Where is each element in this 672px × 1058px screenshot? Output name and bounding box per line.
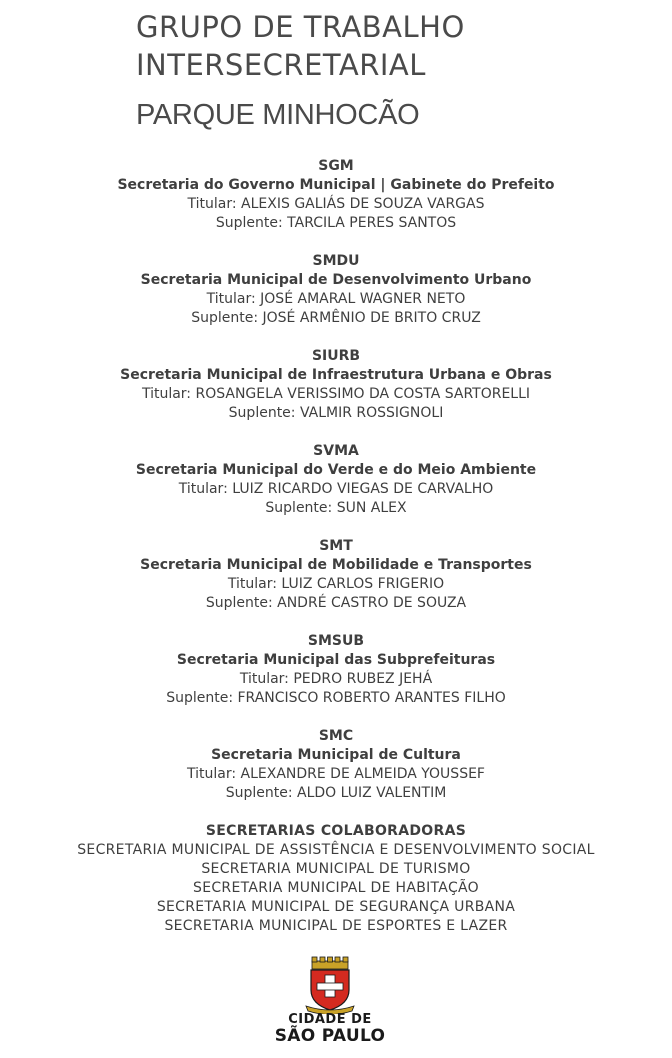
- secretaria-block-smc: [0, 727, 672, 822]
- suplente: Suplente: ALDO LUIZ VALENTIM: [225, 785, 447, 801]
- secretaria-nome: Secretaria Municipal de Cultura: [211, 747, 461, 763]
- secretaria-block-smdu: [0, 252, 672, 347]
- colaboradora-item: SECRETARIA MUNICIPAL DE TURISMO: [201, 861, 471, 877]
- title-line-2: INTERSECRETARIAL: [136, 48, 426, 82]
- secretaria-sigla: SIURB: [311, 348, 361, 364]
- secretaria-block-svma: [0, 442, 672, 537]
- logo-line-2: SÃO PAULO: [274, 1026, 386, 1046]
- titular: Titular: ALEXANDRE DE ALMEIDA YOUSSEF: [187, 766, 485, 782]
- secretaria-block-smt: [0, 537, 672, 632]
- titular: Titular: LUIZ CARLOS FRIGERIO: [227, 576, 445, 592]
- secretaria-block-siurb: [0, 347, 672, 442]
- logo-text: [270, 1012, 390, 1046]
- secretaria-nome: Secretaria Municipal de Infraestrutura Urbana e Obras: [120, 367, 552, 383]
- colaboradora-item: SECRETARIA MUNICIPAL DE ASSISTÊNCIA E DESENVOLVIMENTO SOCIAL: [77, 842, 595, 858]
- colaboradora-item: SECRETARIA MUNICIPAL DE SEGURANÇA URBANA: [156, 899, 516, 915]
- secretaria-block-sgm: [0, 157, 672, 252]
- titular: Titular: LUIZ RICARDO VIEGAS DE CARVALHO: [178, 481, 494, 497]
- title-line-1: GRUPO DE TRABALHO: [136, 10, 465, 44]
- subtitle: PARQUE MINHOCÃO: [136, 99, 420, 131]
- secretaria-nome: Secretaria do Governo Municipal | Gabinete do Prefeito: [117, 177, 555, 193]
- titular: Titular: ALEXIS GALIÁS DE SOUZA VARGAS: [187, 196, 485, 212]
- secretaria-block-smsub: [0, 632, 672, 727]
- secretaria-nome: Secretaria Municipal de Desenvolvimento Urbano: [140, 272, 532, 288]
- secretaria-nome: Secretaria Municipal das Subprefeituras: [176, 652, 496, 668]
- suplente: Suplente: ANDRÉ CASTRO DE SOUZA: [205, 595, 467, 611]
- suplente: Suplente: FRANCISCO ROBERTO ARANTES FILHO: [166, 690, 506, 706]
- document-header: [136, 8, 465, 132]
- secretaria-sigla: SGM: [318, 158, 354, 174]
- prefeitura-logo: [270, 956, 390, 1052]
- coat-of-arms-icon: [270, 956, 390, 1014]
- colaboradora-item: SECRETARIA MUNICIPAL DE ESPORTES E LAZER: [164, 918, 508, 934]
- suplente: Suplente: TARCILA PERES SANTOS: [215, 215, 457, 231]
- secretaria-sigla: SMDU: [312, 253, 360, 269]
- suplente: Suplente: SUN ALEX: [265, 500, 407, 516]
- logo-line-1: CIDADE DE: [288, 1012, 372, 1027]
- secretaria-sigla: SMC: [318, 728, 354, 744]
- secretaria-sigla: SMSUB: [307, 633, 365, 649]
- secretarias-colaboradoras: [0, 822, 672, 936]
- secretarias-list: [0, 157, 672, 822]
- titular: Titular: JOSÉ AMARAL WAGNER NETO: [206, 291, 466, 307]
- secretaria-nome: Secretaria Municipal do Verde e do Meio Ambiente: [135, 462, 537, 478]
- colaboradoras-heading: SECRETARIAS COLABORADORAS: [205, 823, 467, 839]
- colaboradora-item: SECRETARIA MUNICIPAL DE HABITAÇÃO: [193, 880, 479, 896]
- secretaria-nome: Secretaria Municipal de Mobilidade e Transportes: [140, 557, 532, 573]
- suplente: Suplente: VALMIR ROSSIGNOLI: [228, 405, 444, 421]
- titular: Titular: ROSANGELA VERISSIMO DA COSTA SARTORELLI: [141, 386, 531, 402]
- secretaria-sigla: SVMA: [313, 443, 359, 459]
- suplente: Suplente: JOSÉ ARMÊNIO DE BRITO CRUZ: [191, 310, 481, 326]
- secretaria-sigla: SMT: [319, 538, 353, 554]
- titular: Titular: PEDRO RUBEZ JEHÁ: [239, 671, 433, 687]
